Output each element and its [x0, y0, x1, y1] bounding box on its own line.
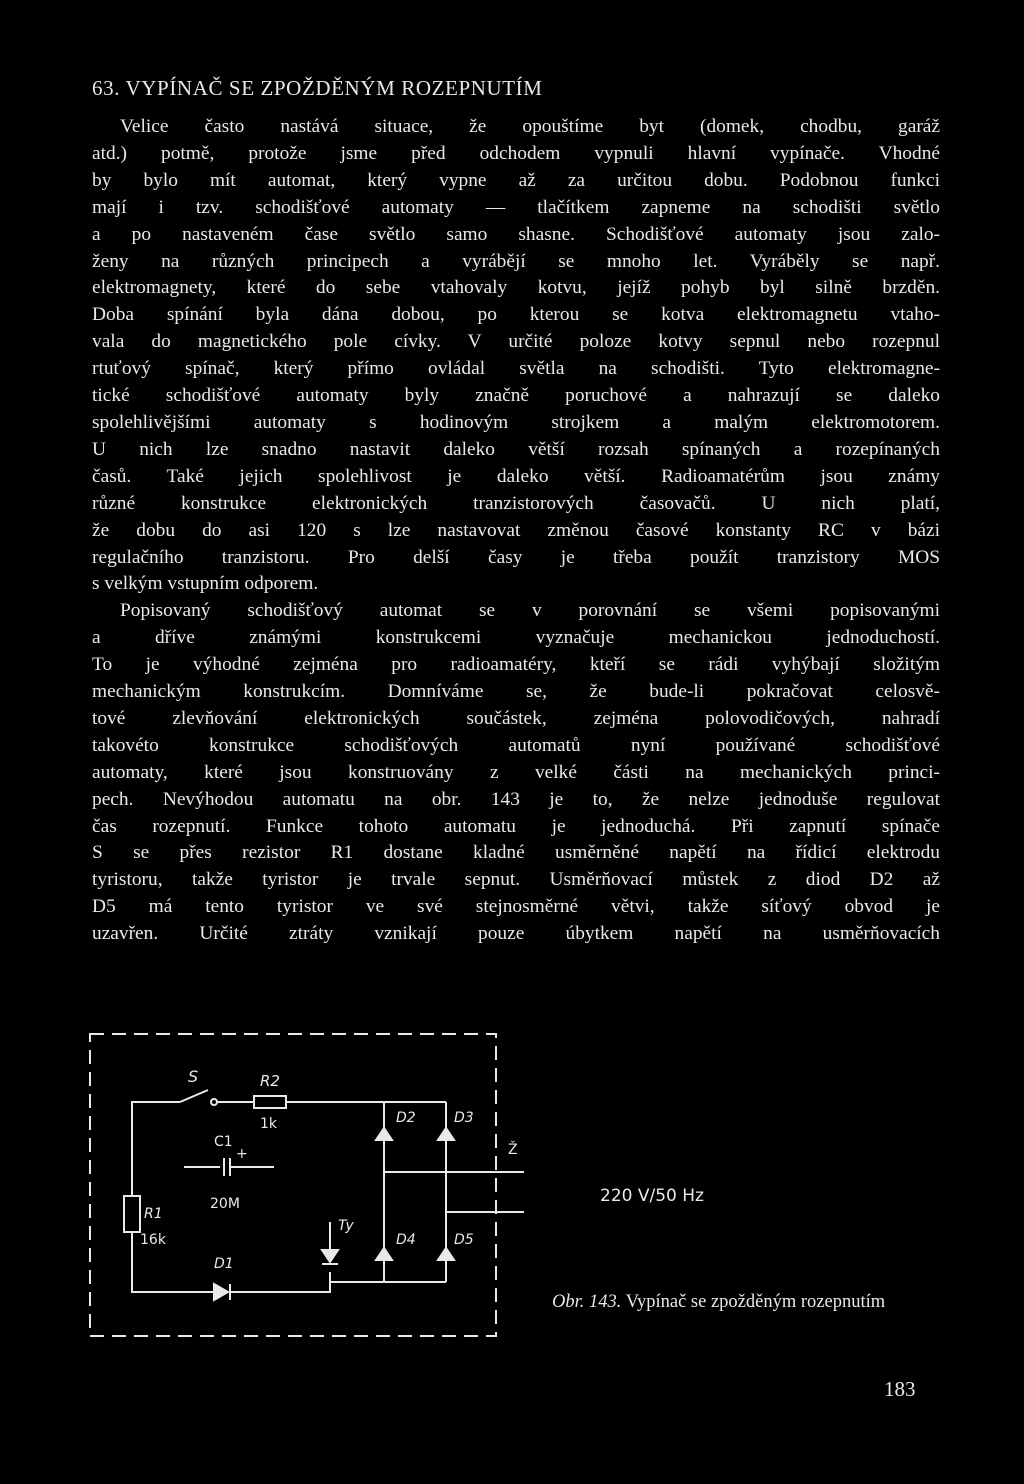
text-line: by bylo mít automat, který vypne až za určitou dobu. Podobnou funkci [92, 169, 940, 191]
label-lamp: Ž [508, 1142, 518, 1158]
text-line: To je výhodné zejména pro radioamatéry, kteří se rádi vyhýbají složitým [92, 654, 940, 676]
diode-d2 [376, 1128, 392, 1140]
text-line: U nich lze snadno nastavit daleko větší rozsah spínaných a rozepínaných [92, 438, 940, 460]
text-line: rtuťový spínač, který přímo ovládal světla na schodišti. Tyto elektromagne- [92, 358, 940, 380]
text-line: Doba spínání byla dána dobou, po kterou se kotva elektromagnetu vtaho- [92, 304, 940, 326]
switch-contact [211, 1099, 217, 1105]
label-d4: D4 [396, 1232, 416, 1248]
text-line: tyristoru, takže tyristor je trvale sepnut. Usměrňovací můstek z diod D2 až [92, 869, 940, 891]
label-r1: R1 [144, 1206, 163, 1222]
text-line: různé konstrukce elektronických tranzistorových časovačů. U nich platí, [92, 492, 940, 514]
diode-d3 [438, 1128, 454, 1140]
text-line: mají i tzv. schodišťové automaty — tlačítkem zapneme na schodišti světlo [92, 196, 940, 218]
label-r2-value: 1k [260, 1116, 278, 1132]
label-c1: C1 [214, 1134, 233, 1150]
label-r2: R2 [260, 1072, 280, 1090]
text-line: čas rozepnutí. Funkce tohoto automatu je jednoduchá. Při zapnutí spínače [92, 815, 940, 837]
text-line: regulačního tranzistoru. Pro delší časy je třeba použít tranzistory MOS [92, 546, 940, 568]
label-r1-value: 16k [140, 1232, 166, 1248]
resistor-r1 [124, 1196, 140, 1232]
paragraph-1 [92, 114, 940, 598]
label-ty: Ty [338, 1218, 354, 1234]
diode-d4 [376, 1248, 392, 1260]
thyristor-ty [322, 1250, 338, 1262]
figure-reference: Obr. 143. [552, 1292, 622, 1312]
text-line: uzavřen. Určité ztráty vznikají pouze úbytkem napětí na usměrňovacích [92, 923, 940, 945]
label-d1: D1 [214, 1256, 234, 1272]
text-line: atd.) potmě, protože jsme před odchodem vypnuli hlavní vypínače. Vhodné [92, 142, 940, 164]
label-s: S [188, 1067, 199, 1086]
text-line: D5 má tento tyristor ve své stejnosměrné větvi, takže síťový obvod je [92, 896, 940, 918]
label-d3: D3 [454, 1110, 474, 1126]
text-line: takovéto konstrukce schodišťových automatů nyní používané schodišťové [92, 734, 940, 756]
text-line: tické schodišťové automaty byly značně poruchové a nahrazují se daleko [92, 385, 940, 407]
text-line: s velkým vstupním odporem. [92, 573, 319, 595]
text-line: elektromagnety, které do sebe vtahovaly kotvu, jejíž pohyb byl silně brzděn. [92, 277, 940, 299]
figure-caption [552, 1290, 952, 1314]
diode-d1 [214, 1284, 228, 1300]
label-d2: D2 [396, 1110, 416, 1126]
supply-label: 220 V/50 Hz [600, 1186, 704, 1206]
text-line: ženy na různých principech a vyrábějí se mnoho let. Vyráběly se např. [92, 250, 940, 272]
resistor-r2 [254, 1096, 286, 1108]
text-line: a po nastaveném čase světlo samo shasne. Schodišťové automaty jsou zalo- [92, 223, 940, 245]
text-line: tové zlevňování elektronických součástek, zejména polovodičových, nahradí [92, 707, 940, 729]
label-c1-value: 20M [210, 1196, 240, 1212]
page-number: 183 [884, 1377, 916, 1401]
text-line: spolehlivějšími automaty s hodinovým strojkem a malým elektromotorem. [92, 411, 940, 433]
text-line: vala do magnetického pole cívky. V určité poloze kotvy sepnul nebo rozepnul [92, 331, 940, 353]
text-line: že dobu do asi 120 s lze nastavovat změnou časové konstanty RC v bázi [92, 519, 940, 541]
text-line: časů. Také jejich spolehlivost je daleko větší. Radioamatérům jsou známy [92, 465, 940, 487]
wire-top-left [132, 1102, 180, 1196]
switch-blade [180, 1090, 208, 1102]
text-line: a dříve známými konstrukcemi vyznačuje mechanickou jednoduchostí. [92, 627, 940, 649]
figure-caption-text: Vypínač se zpožděným rozepnutím [625, 1292, 886, 1312]
label-d5: D5 [454, 1232, 474, 1248]
text-line: mechanickým konstrukcím. Domníváme se, že bude-li pokračovat celosvě- [92, 681, 940, 703]
circuit-diagram [84, 1022, 518, 1342]
body-text [92, 114, 940, 948]
text-line: S se přes rezistor R1 dostane kladné usměrněné napětí na řídicí elektrodu [92, 842, 940, 864]
enclosure-border [90, 1034, 496, 1336]
text-line: pech. Nevýhodou automatu na obr. 143 je to, že nelze jednoduše regulovat [92, 788, 940, 810]
section-heading: 63. VYPÍNAČ SE ZPOŽDĚNÝM ROZEPNUTÍM [92, 76, 543, 100]
text-line: automaty, které jsou konstruovány z velké části na mechanických princi- [92, 761, 940, 783]
paragraph-2 [92, 598, 940, 948]
text-line: Velice často nastává situace, že opouštíme byt (domek, chodbu, garáž [120, 116, 940, 137]
label-c1-plus: + [236, 1146, 248, 1162]
wire-d1-ty [230, 1272, 330, 1292]
text-line: Popisovaný schodišťový automat se v porovnání se všemi popisovanými [120, 600, 940, 622]
diode-d5 [438, 1248, 454, 1260]
